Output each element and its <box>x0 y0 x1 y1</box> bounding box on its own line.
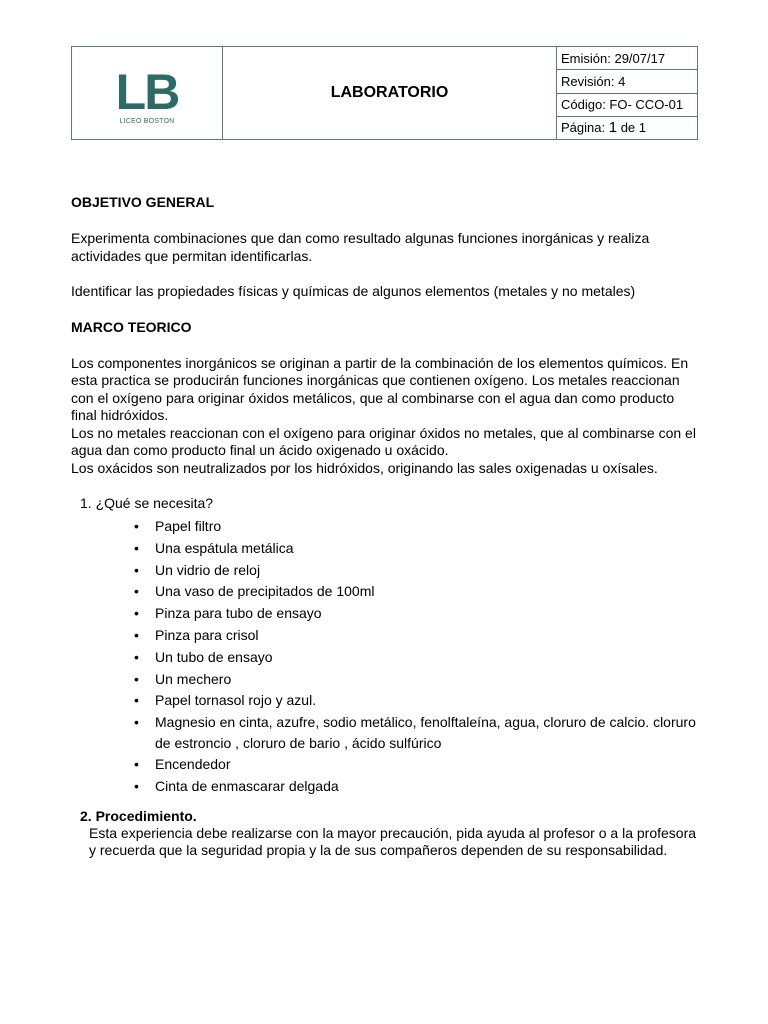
logo-cell <box>72 47 223 140</box>
page-indicator <box>557 116 698 139</box>
materials-heading: 1. ¿Qué se necesita? <box>80 495 214 511</box>
procedure-text: Esta experiencia debe realizarse con la mayor precaución, pida ayuda al profesor o a la profesora y recuerda que la seguridad propia y la de sus compañeros dependen de su responsabilidad. <box>89 824 697 859</box>
framework-paragraph-1: Los componentes inorgánicos se originan a partir de la combinación de los elementos químicos. En esta practica se producirán funciones inorgánicas que contienen oxígeno. Los metales reaccionan con el oxígeno para originar óxidos metálicos, que al combinarse con el agua dan como producto final hidróxidos. <box>71 354 689 423</box>
page-label: Página: <box>561 120 606 136</box>
document-body <box>71 194 701 860</box>
materials-list <box>71 516 701 798</box>
list-item: • Una espátula metálica <box>134 539 294 556</box>
procedure-heading: 2. Procedimiento. <box>80 807 197 824</box>
list-item: • Un vidrio de reloj <box>134 561 261 578</box>
list-item: • Una vaso de precipitados de 100ml <box>134 583 375 600</box>
page-total: de 1 <box>620 120 646 136</box>
emission-date: Emisión: 29/07/17 <box>557 47 698 70</box>
list-item: • Un mechero <box>134 670 232 687</box>
list-item: • Encendedor <box>134 756 231 773</box>
page-number: 1 <box>608 119 618 137</box>
list-item: • Papel filtro <box>134 518 222 534</box>
list-item: • Pinza para crisol <box>134 626 259 643</box>
document-code: Código: FO- CCO-01 <box>557 93 698 116</box>
objective-paragraph-2: Identificar las propiedades físicas y químicas de algunos elementos (metales y no metales) <box>71 283 636 299</box>
list-item: • Magnesio en cinta, azufre, sodio metálico, fenolftaleína, agua, cloruro de calcio. cloruro de estroncio , cloruro de bario , ácido sulfúrico <box>134 714 696 752</box>
document-header <box>71 46 698 140</box>
objective-heading: OBJETIVO GENERAL <box>71 194 215 210</box>
list-item: • Papel tornasol rojo y azul. <box>134 692 317 709</box>
document-title: LABORATORIO <box>223 47 557 140</box>
school-logo-subtitle: LICEO BOSTON <box>119 118 175 125</box>
framework-heading: MARCO TEORICO <box>71 318 192 335</box>
school-logo: LB <box>115 64 179 120</box>
list-item: • Pinza para tubo de ensayo <box>134 605 322 622</box>
framework-paragraph-3: Los oxácidos son neutralizados por los hidróxidos, originando las sales oxigenadas u oxísales. <box>71 459 658 476</box>
framework-paragraph-2: Los no metales reaccionan con el oxígeno para originar óxidos no metales, que al combinarse con el agua dan como producto final un ácido oxigenado u oxácido. <box>71 424 696 458</box>
revision-number: Revisión: 4 <box>557 70 698 93</box>
list-item: • Cinta de enmascarar delgada <box>134 777 339 794</box>
list-item: • Un tubo de ensayo <box>134 648 273 665</box>
objective-paragraph-1: Experimenta combinaciones que dan como resultado algunas funciones inorgánicas y realiza actividades que permitan identificarlas. <box>71 230 650 264</box>
